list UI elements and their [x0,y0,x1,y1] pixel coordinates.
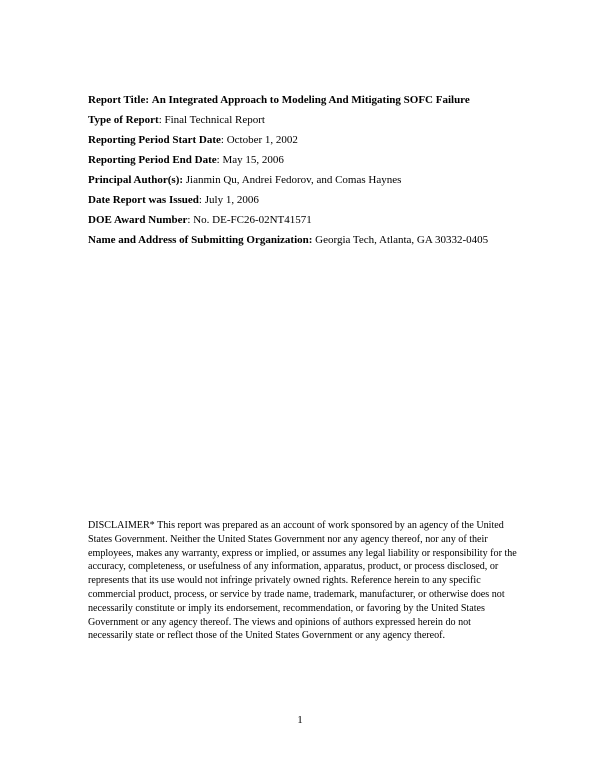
report-metadata [88,90,508,250]
report-title-line [88,90,508,110]
organization-label: Name and Address of Submitting Organization: [88,234,313,246]
period-start-label: Reporting Period Start Date [88,134,221,146]
page-number: 1 [297,714,303,726]
disclaimer-paragraph: DISCLAIMER* This report was prepared as an account of work sponsored by an agency of the United States Government. Neither the United States Government nor any agency thereof, nor any of their employees, makes any warranty, express or implied, or assumes any legal liability or responsibility for the accuracy, completeness, or usefulness of any information, apparatus, product, or process disclosed, or represents that its use would not infringe privately owned rights. Reference herein to any specific commercial product, process, or service by trade name, trademark, manufacturer, or otherwise does not necessarily constitute or imply its endorsement, recommendation, or favoring by the United States Government or any agency thereof. The views and opinions of authors expressed herein do not necessarily state or reflect those of the United States Government or any agency thereof. [88,520,517,642]
principal-authors-label: Principal Author(s): [88,174,184,186]
organization-value: Georgia Tech, Atlanta, GA 30332-0405 [312,234,489,246]
report-type-label: Type of Report [88,114,159,126]
period-start-value: : October 1, 2002 [220,134,298,146]
report-title-value: An Integrated Approach to Modeling And Mitigating SOFC Failure [151,94,470,106]
award-number-value: : No. DE-FC26-02NT41571 [187,214,312,226]
period-start-line [88,130,508,150]
period-end-label: Reporting Period End Date [88,154,217,166]
principal-authors-value: Jianmin Qu, Andrei Fedorov, and Comas Haynes [183,174,402,186]
period-end-line [88,150,508,170]
report-type-line [88,110,508,130]
principal-authors-line [88,170,508,190]
report-title-label: Report Title: [88,94,149,106]
award-number-label: DOE Award Number [88,214,188,226]
date-issued-label: Date Report was Issued [88,194,199,206]
award-number-line [88,210,508,230]
report-type-value: : Final Technical Report [158,114,265,126]
date-issued-value: : July 1, 2006 [198,194,259,206]
date-issued-line [88,190,508,210]
period-end-value: : May 15, 2006 [216,154,284,166]
organization-line [88,230,508,250]
